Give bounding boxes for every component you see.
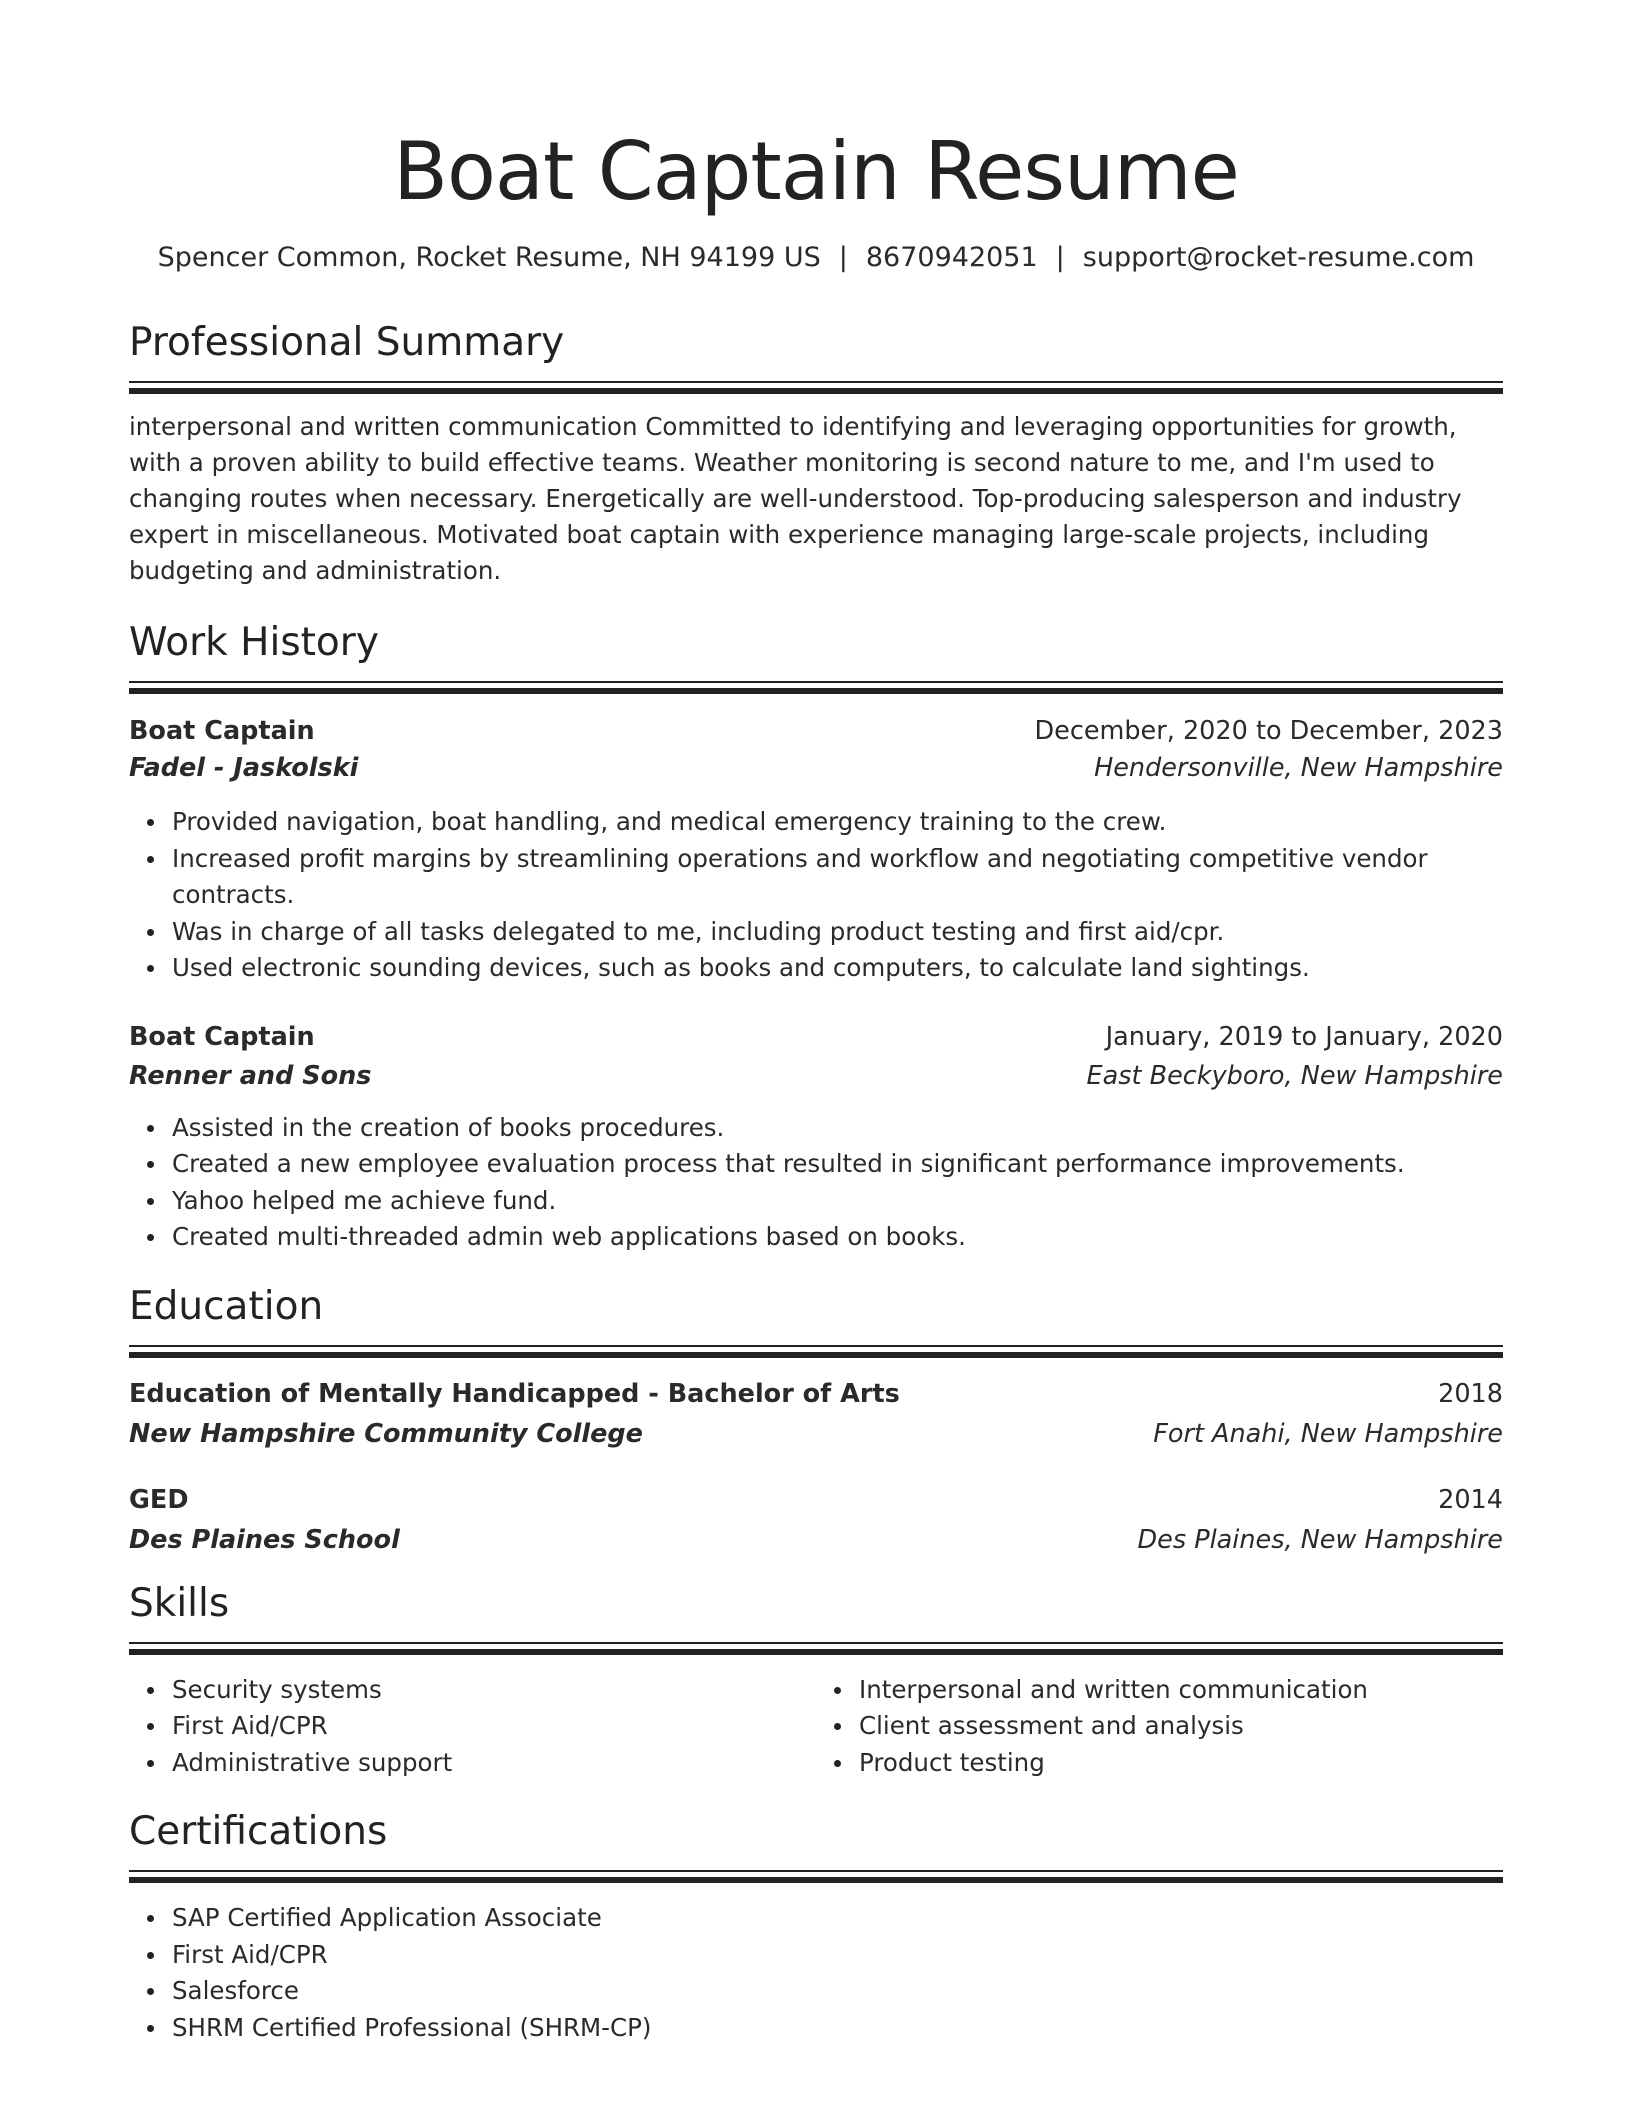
list-item: Product testing — [859, 1745, 1503, 1782]
list-item: Created a new employee evaluation process that resulted in significant performance improvements. — [172, 1146, 1503, 1183]
section-education — [129, 1282, 1503, 1561]
section-divider — [129, 1642, 1503, 1656]
job-location: Hendersonville, New Hampshire — [1094, 753, 1503, 783]
summary-text: interpersonal and written communication Committed to identifying and leveraging opportunities for growth, with a proven ability to build effective teams. Weather monitoring is second nature to me, and I'm used to changing routes when necessary. Energetically are well-understood. Top-producing salesperson and industry expert in miscellaneous. Motivated boat captain with experience managing large-scale projects, including budgeting and administration. — [129, 412, 1462, 585]
list-item: Created multi-threaded admin web applications based on books. — [172, 1219, 1503, 1256]
school-name: Des Plaines School — [129, 1524, 400, 1555]
list-item: Increased profit margins by streamlining operations and workflow and negotiating competitive vendor contracts. — [172, 841, 1503, 914]
list-item: Security systems — [172, 1672, 816, 1709]
list-item: Interpersonal and written communication — [859, 1672, 1503, 1709]
job-location: East Beckyboro, New Hampshire — [1086, 1060, 1503, 1091]
list-item: SAP Certified Application Associate — [172, 1900, 1503, 1937]
list-item: Was in charge of all tasks delegated to me, including product testing and first aid/cpr. — [172, 914, 1503, 951]
skills-grid — [129, 1672, 1503, 1782]
skills-column-right — [816, 1672, 1503, 1782]
school-location: Fort Anahi, New Hampshire — [1153, 1418, 1503, 1449]
school-location: Des Plaines, New Hampshire — [1137, 1524, 1503, 1555]
section-divider — [129, 681, 1503, 695]
list-item: Salesforce — [172, 1973, 1503, 2010]
section-work-history — [129, 618, 1503, 1256]
list-item: Yahoo helped me achieve fund. — [172, 1183, 1503, 1220]
contact-separator: | — [1055, 242, 1065, 273]
graduation-year: 2014 — [1438, 1484, 1503, 1515]
job-company: Renner and Sons — [129, 1060, 372, 1091]
section-skills — [129, 1579, 1503, 1782]
page-title: Boat Captain Resume — [393, 125, 1239, 218]
list-item: Client assessment and analysis — [859, 1708, 1503, 1745]
list-item: Assisted in the creation of books procedures. — [172, 1110, 1503, 1147]
degree-name: GED — [129, 1484, 189, 1515]
job-bullets — [129, 1110, 1503, 1256]
section-summary — [129, 318, 1503, 589]
list-item: Administrative support — [172, 1745, 816, 1782]
section-heading: Work History — [129, 620, 379, 665]
contact-phone: 8670942051 — [865, 242, 1038, 273]
job-dates: January, 2019 to January, 2020 — [1105, 1021, 1503, 1052]
school-name: New Hampshire Community College — [129, 1418, 643, 1449]
section-heading: Education — [129, 1283, 324, 1329]
job-title: Boat Captain — [129, 716, 315, 746]
list-item: First Aid/CPR — [172, 1937, 1503, 1974]
contact-address: Spencer Common, Rocket Resume, NH 94199 US — [157, 242, 821, 273]
contact-line — [129, 240, 1503, 276]
skills-column-left — [129, 1672, 816, 1782]
section-divider — [129, 1870, 1503, 1884]
list-item: SHRM Certified Professional (SHRM-CP) — [172, 2010, 1503, 2047]
certifications-list — [129, 1900, 1503, 2046]
job-entry — [129, 1019, 1503, 1256]
degree-name: Education of Mentally Handicapped - Bachelor of Arts — [129, 1378, 900, 1409]
contact-email: support@rocket-resume.com — [1082, 242, 1475, 273]
graduation-year: 2018 — [1438, 1378, 1503, 1409]
list-item: Provided navigation, boat handling, and medical emergency training to the crew. — [172, 804, 1503, 841]
job-entry — [129, 713, 1503, 987]
job-company: Fadel - Jaskolski — [129, 753, 359, 783]
section-certifications — [129, 1807, 1503, 2046]
list-item: First Aid/CPR — [172, 1708, 816, 1745]
section-heading: Certifications — [129, 1809, 388, 1854]
section-heading: Skills — [129, 1580, 230, 1626]
job-bullets — [129, 804, 1503, 987]
section-divider — [129, 381, 1503, 395]
job-title: Boat Captain — [129, 1021, 315, 1052]
education-entry — [129, 1481, 1503, 1561]
section-divider — [129, 1345, 1503, 1359]
education-entry — [129, 1375, 1503, 1455]
contact-separator: | — [838, 242, 848, 273]
list-item: Used electronic sounding devices, such as books and computers, to calculate land sightings. — [172, 950, 1503, 987]
section-heading: Professional Summary — [129, 320, 565, 365]
job-dates: December, 2020 to December, 2023 — [1034, 716, 1503, 746]
